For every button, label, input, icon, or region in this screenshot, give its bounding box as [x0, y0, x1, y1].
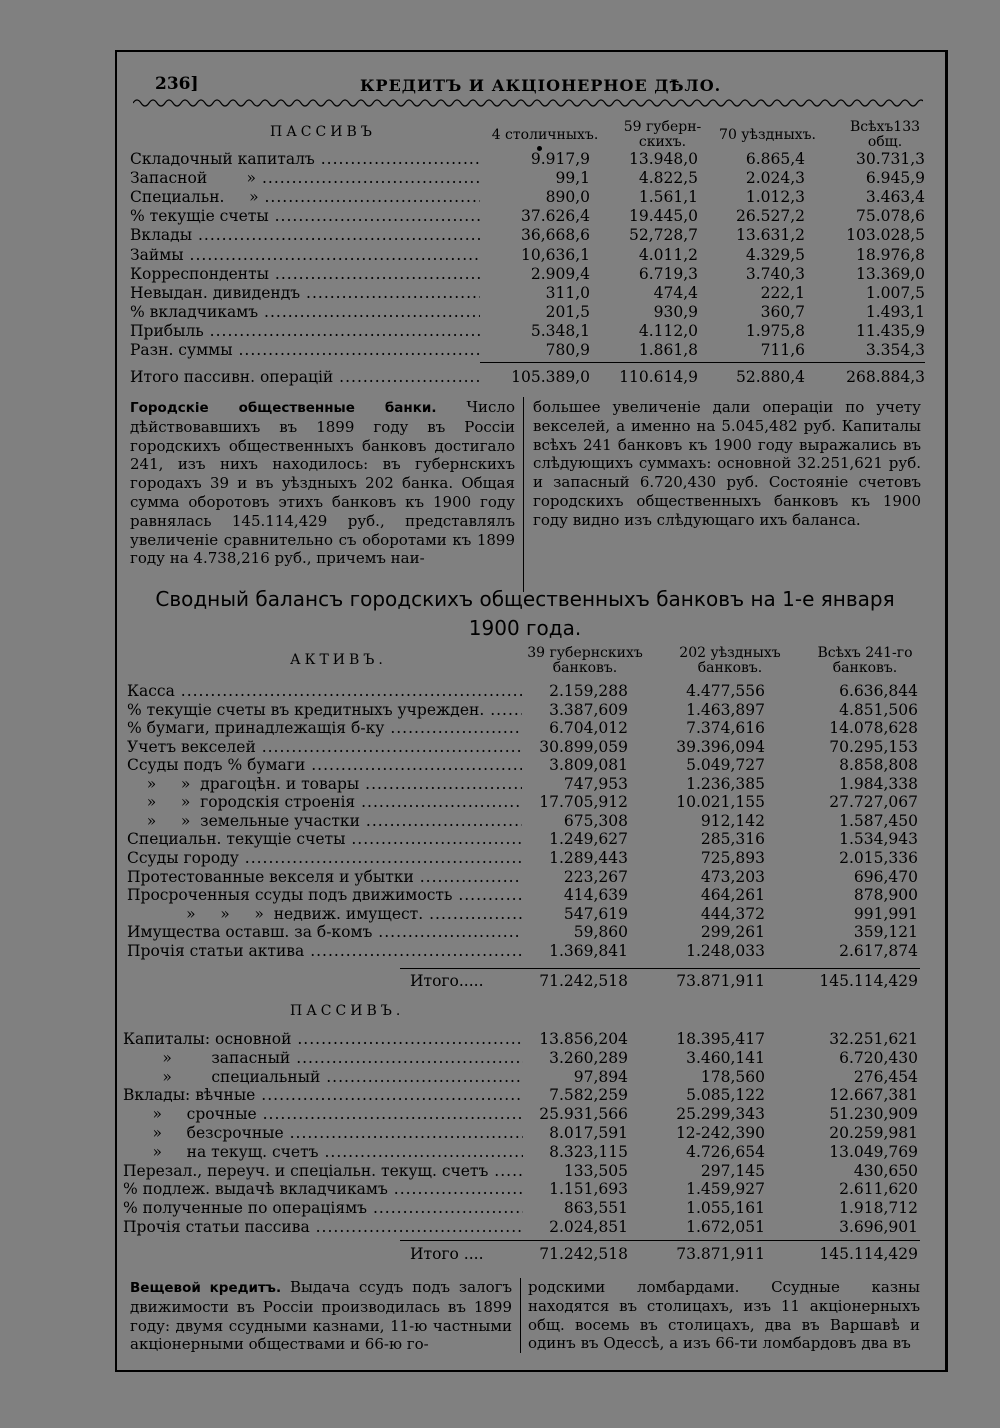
- cell-value: 59,860: [573, 923, 628, 942]
- cell-value: 1.249,627: [549, 830, 628, 849]
- cell-value: 13.948,0: [628, 150, 698, 168]
- cell-value: 37.626,4: [520, 207, 590, 226]
- paragraph-city-banks-cont: большее увеличеніе дали операціи по учету векселей, а именно на 5.045,482 руб. Капиталы всѣхъ 241 банковъ къ 1900 году выражались въ слѣдующихъ суммахъ: основной 32.251,621 руб. и запасный 6.720,430 руб. Состояніе счетовъ городскихъ общественныхъ банковъ къ 1900 году видно изъ слѣдующаго ихъ баланса.: [533, 398, 921, 529]
- cell-value: 3.696,901: [839, 1218, 918, 1236]
- row-label: % текущіе счеты .....: [130, 207, 480, 226]
- balance-title: Сводный балансъ городскихъ общественныхъ банковъ на 1-е января 1900 года.: [155, 587, 895, 640]
- cell-value: 4.011,2: [638, 245, 698, 264]
- cell-value: 10.021,155: [676, 793, 765, 812]
- cell-value: 18.976,8: [855, 245, 925, 264]
- cell-value: 52.880,4: [735, 368, 805, 386]
- cell-value: 863,551: [563, 1199, 628, 1218]
- cell-value: 780,9: [545, 341, 590, 359]
- row-label: Прочія статьи актива .....: [127, 942, 522, 961]
- page-number: 236]: [155, 74, 199, 94]
- row-label: Вклады .....: [130, 226, 480, 245]
- cell-value: 991,991: [853, 904, 918, 923]
- cell-value: 5.085,122: [686, 1086, 765, 1105]
- row-label: Имущества оставш. за б-комъ .....: [127, 923, 522, 942]
- cell-value: 5.049,727: [686, 756, 765, 775]
- cell-value: 1.007,5: [865, 283, 925, 302]
- row-label: Невыдан. дивидендъ .....: [130, 284, 480, 303]
- cell-value: 25.299,343: [676, 1105, 765, 1124]
- cell-value: 4.851,506: [839, 700, 918, 719]
- cell-value: 1.561,1: [638, 188, 698, 207]
- row-label: % текущіе счеты въ кредитныхъ учрежден. .....: [127, 701, 522, 720]
- cell-value: 1.459,927: [686, 1180, 765, 1199]
- cell-value: 6.945,9: [865, 169, 925, 188]
- row-label: Прибыль .....: [130, 322, 480, 341]
- cell-value: 675,308: [563, 811, 628, 830]
- cell-value: 474,4: [653, 283, 698, 302]
- cell-value: 7.582,259: [549, 1086, 628, 1105]
- cell-value: 4.329,5: [745, 245, 805, 264]
- cell-value: 18.395,417: [676, 1030, 765, 1048]
- col-head-all: Всѣхъ133 общ.: [849, 119, 921, 150]
- passive2-total-rule: [400, 1240, 920, 1241]
- column-divider: [523, 397, 524, 592]
- row-label: Итого ....: [410, 1245, 484, 1263]
- cell-value: 1.493,1: [865, 302, 925, 321]
- cell-value: 2.024,851: [549, 1218, 628, 1236]
- cell-value: 1.289,443: [549, 848, 628, 867]
- cell-value: 97,894: [573, 1067, 628, 1086]
- cell-value: 360,7: [760, 302, 805, 321]
- cell-value: 12.667,381: [829, 1086, 918, 1105]
- row-label: % подлеж. выдачѣ вкладчикамъ .....: [123, 1180, 523, 1199]
- row-label: Итого пассивн. операцій .....: [130, 368, 480, 387]
- cell-value: 299,261: [700, 923, 765, 942]
- row-label: Перезал., переуч. и спеціальн. текущ. счетъ .....: [123, 1162, 523, 1181]
- cell-value: 105.389,0: [511, 368, 590, 386]
- cell-value: 133,505: [563, 1161, 628, 1180]
- cell-value: 13.049,769: [829, 1142, 918, 1161]
- cell-value: 51.230,909: [829, 1105, 918, 1124]
- cell-value: 13.631,2: [735, 226, 805, 245]
- row-label: » срочные .....: [123, 1105, 523, 1124]
- row-label: Специальн. текущіе счеты .....: [127, 830, 522, 849]
- cell-value: 1.534,943: [839, 830, 918, 849]
- cell-value: 103.028,5: [846, 226, 925, 245]
- row-label: % вкладчикамъ .....: [130, 303, 480, 322]
- cell-value: 4.477,556: [686, 682, 765, 700]
- paragraph-pawn-credit: [130, 1278, 512, 1354]
- page-title: КРЕДИТЪ И АКЦIОНЕРНОЕ ДѢЛО.: [360, 76, 722, 95]
- cell-value: 20.259,981: [829, 1124, 918, 1142]
- cell-value: 6.719,3: [638, 264, 698, 283]
- paragraph-text-pawn: Выдача ссудъ подъ залогъ движимости въ Россіи производилась въ 1899 году: двумя ссудными казнами, 11-ю частными акціонерными обществами и 66-ю го-: [130, 1278, 513, 1354]
- row-label: » » драгоцѣн. и товары .....: [127, 775, 522, 794]
- cell-value: 8.017,591: [549, 1124, 628, 1142]
- cell-value: 1.984,338: [839, 774, 918, 793]
- row-label: % бумаги, принадлежащія б-ку .....: [127, 719, 522, 738]
- col-head-capitals: 4 столичныхъ.: [491, 127, 599, 143]
- row-label: Прочія статьи пассива .....: [123, 1218, 523, 1237]
- row-label: » » » недвиж. имущест. .....: [127, 905, 522, 924]
- row-label: Запасной » .....: [130, 169, 480, 188]
- cell-value: 696,470: [853, 867, 918, 886]
- cell-value: 2.617,874: [839, 941, 918, 960]
- paragraph-text: Число дѣйствовавшихъ въ 1899 году въ Россіи городскихъ общественныхъ банковъ достигало 241, изъ нихъ находилось: въ губернскихъ городахъ 39 и въ уѣздныхъ 202 банка. Общая сумма оборотовъ этихъ банковъ къ 1900 году равнялась 145.114,429 руб., представлялъ увеличеніе сравнительно съ оборотами къ 1899 году на 4.738,216 руб., причемъ наи-: [130, 398, 515, 568]
- cell-value: 12-242,390: [675, 1124, 765, 1142]
- cell-value: 2.015,336: [839, 848, 918, 867]
- cell-value: 8.323,115: [549, 1142, 628, 1161]
- cell-value: 11.435,9: [855, 321, 925, 340]
- cell-value: 26.527,2: [735, 207, 805, 226]
- paragraph-city-banks: [130, 398, 515, 568]
- cell-value: 912,142: [700, 811, 765, 830]
- cell-value: 110.614,9: [619, 368, 698, 386]
- row-label: Касса .....: [127, 682, 522, 701]
- cell-value: 3.809,081: [549, 756, 628, 775]
- cell-value: 71.242,518: [539, 972, 628, 990]
- row-label: Итого.....: [410, 972, 484, 990]
- cell-value: 359,121: [853, 923, 918, 942]
- cell-value: 19.445,0: [628, 207, 698, 226]
- cell-value: 890,0: [545, 188, 590, 207]
- cell-value: 4.112,0: [638, 321, 698, 340]
- cell-value: 1.055,161: [686, 1199, 765, 1218]
- cell-value: 930,9: [653, 302, 698, 321]
- cell-value: 2.611,620: [839, 1180, 918, 1199]
- cell-value: 36,668,6: [520, 226, 590, 245]
- row-label: Ссуды подъ % бумаги .....: [127, 756, 522, 775]
- cell-value: 747,953: [563, 774, 628, 793]
- cell-value: 6.704,012: [549, 719, 628, 738]
- row-label: Разн. суммы .....: [130, 341, 480, 360]
- cell-value: 6.636,844: [839, 682, 918, 700]
- cell-value: 222,1: [760, 283, 805, 302]
- cell-value: 9.917,9: [530, 150, 590, 168]
- row-label: » специальный .....: [123, 1068, 523, 1087]
- cell-value: 3.463,4: [865, 188, 925, 207]
- cell-value: 2.909,4: [530, 264, 590, 283]
- cell-value: 30.731,3: [855, 150, 925, 168]
- cell-value: 7.374,616: [686, 719, 765, 738]
- row-label: Ссуды городу .....: [127, 849, 522, 868]
- row-label: » » земельные участки .....: [127, 812, 522, 831]
- cell-value: 711,6: [760, 341, 805, 359]
- cell-value: 75.078,6: [855, 207, 925, 226]
- cell-value: 25.931,566: [539, 1105, 628, 1124]
- cell-value: 4.726,654: [686, 1142, 765, 1161]
- cell-value: 878,900: [853, 886, 918, 905]
- cell-value: 285,316: [700, 830, 765, 849]
- cell-value: 6.720,430: [839, 1048, 918, 1067]
- row-label: Займы .....: [130, 246, 480, 265]
- cell-value: 71.242,518: [539, 1245, 628, 1263]
- row-label: » на текущ. счетъ .....: [123, 1143, 523, 1162]
- cell-value: 4.822,5: [638, 169, 698, 188]
- cell-value: 27.727,067: [829, 793, 918, 812]
- cell-value: 8.858,808: [839, 756, 918, 775]
- cell-value: 1.587,450: [839, 811, 918, 830]
- cell-value: 10,636,1: [520, 245, 590, 264]
- cell-value: 444,372: [700, 904, 765, 923]
- row-label: » запасный .....: [123, 1049, 523, 1068]
- paragraph-pawn-credit-cont: родскими ломбардами. Ссудные казны находятся въ столицахъ, изъ 11 акціонерныхъ общ. восемь въ столицахъ, два въ Варшавѣ и одинъ въ Одессѣ, а изъ 66-ти ломбардовъ два въ: [528, 1278, 920, 1353]
- col-head-39: 39 губернскихъ банковъ.: [527, 645, 643, 676]
- row-label: Учетъ векселей .....: [127, 738, 522, 757]
- row-label: Протестованные векселя и убытки .....: [127, 868, 522, 887]
- bottom-column-divider: [520, 1278, 521, 1353]
- cell-value: 2.024,3: [745, 169, 805, 188]
- cell-value: 13.369,0: [855, 264, 925, 283]
- cell-value: 201,5: [545, 302, 590, 321]
- row-label: % полученные по операціямъ .....: [123, 1199, 523, 1218]
- col-head-uezd: 70 уѣздныхъ.: [719, 127, 816, 143]
- cell-value: 6.865,4: [745, 150, 805, 168]
- cell-value: 145.114,429: [819, 972, 918, 990]
- row-label: Корреспонденты .....: [130, 265, 480, 284]
- col-head-gubern: 59 губерн- скихъ.: [623, 119, 702, 150]
- row-label: » безсрочные .....: [123, 1124, 523, 1143]
- cell-value: 1.861,8: [638, 341, 698, 359]
- cell-value: 464,261: [700, 886, 765, 905]
- cell-value: 39.396,094: [676, 737, 765, 756]
- cell-value: 178,560: [700, 1067, 765, 1086]
- cell-value: 297,145: [700, 1161, 765, 1180]
- cell-value: 268.884,3: [846, 368, 925, 386]
- cell-value: 223,267: [563, 867, 628, 886]
- cell-value: 5.348,1: [530, 321, 590, 340]
- paragraph-heading: Городскіе общественные банки.: [130, 400, 437, 416]
- active-section-label: АКТИВЪ.: [290, 652, 387, 668]
- cell-value: 1.975,8: [745, 321, 805, 340]
- cell-value: 3.387,609: [549, 700, 628, 719]
- cell-value: 70.295,153: [829, 737, 918, 756]
- cell-value: 99,1: [555, 169, 590, 188]
- cell-value: 725,893: [700, 848, 765, 867]
- wavy-divider: [133, 97, 923, 109]
- cell-value: 311,0: [545, 283, 590, 302]
- cell-value: 3.260,289: [549, 1048, 628, 1067]
- cell-value: 3.354,3: [865, 341, 925, 359]
- cell-value: 30.899,059: [539, 737, 628, 756]
- row-label: Складочный капиталъ .....: [130, 150, 480, 169]
- cell-value: 3.740,3: [745, 264, 805, 283]
- cell-value: 13.856,204: [539, 1030, 628, 1048]
- cell-value: 1.369,841: [549, 941, 628, 960]
- cell-value: 73.871,911: [676, 1245, 765, 1263]
- cell-value: 414,639: [563, 886, 628, 905]
- cell-value: 276,454: [853, 1067, 918, 1086]
- cell-value: 73.871,911: [676, 972, 765, 990]
- cell-value: 52,728,7: [628, 226, 698, 245]
- row-label: Капиталы: основной .....: [123, 1030, 523, 1049]
- cell-value: 1.918,712: [839, 1199, 918, 1218]
- cell-value: 17.705,912: [539, 793, 628, 812]
- cell-value: 473,203: [700, 867, 765, 886]
- cell-value: 1.672,051: [686, 1218, 765, 1236]
- passive2-section-label: ПАССИВЪ.: [290, 1003, 405, 1019]
- cell-value: 1.012,3: [745, 188, 805, 207]
- cell-value: 145.114,429: [819, 1245, 918, 1263]
- col-head-202: 202 уѣздныхъ банковъ.: [679, 645, 781, 676]
- row-label: » » городскія строенія .....: [127, 793, 522, 812]
- row-label: Специальн. » .....: [130, 188, 480, 207]
- cell-value: 1.151,693: [549, 1180, 628, 1199]
- cell-value: 1.236,385: [686, 774, 765, 793]
- col-head-241: Всѣхъ 241-го банковъ.: [817, 645, 913, 676]
- row-label: Вклады: вѣчные .....: [123, 1086, 523, 1105]
- paragraph-heading-pawn: Вещевой кредитъ.: [130, 1280, 282, 1296]
- row-label: Просроченныя ссуды подъ движимость .....: [127, 886, 522, 905]
- cell-value: 14.078,628: [829, 719, 918, 738]
- cell-value: 1.248,033: [686, 941, 765, 960]
- active-total-rule: [400, 968, 920, 969]
- cell-value: 2.159,288: [549, 682, 628, 700]
- cell-value: 1.463,897: [686, 700, 765, 719]
- cell-value: 547,619: [563, 904, 628, 923]
- cell-value: 32.251,621: [829, 1030, 918, 1048]
- passive-section-label: ПАССИВЪ: [270, 124, 376, 140]
- cell-value: 3.460,141: [686, 1048, 765, 1067]
- cell-value: 430,650: [853, 1161, 918, 1180]
- total-rule: [480, 362, 925, 363]
